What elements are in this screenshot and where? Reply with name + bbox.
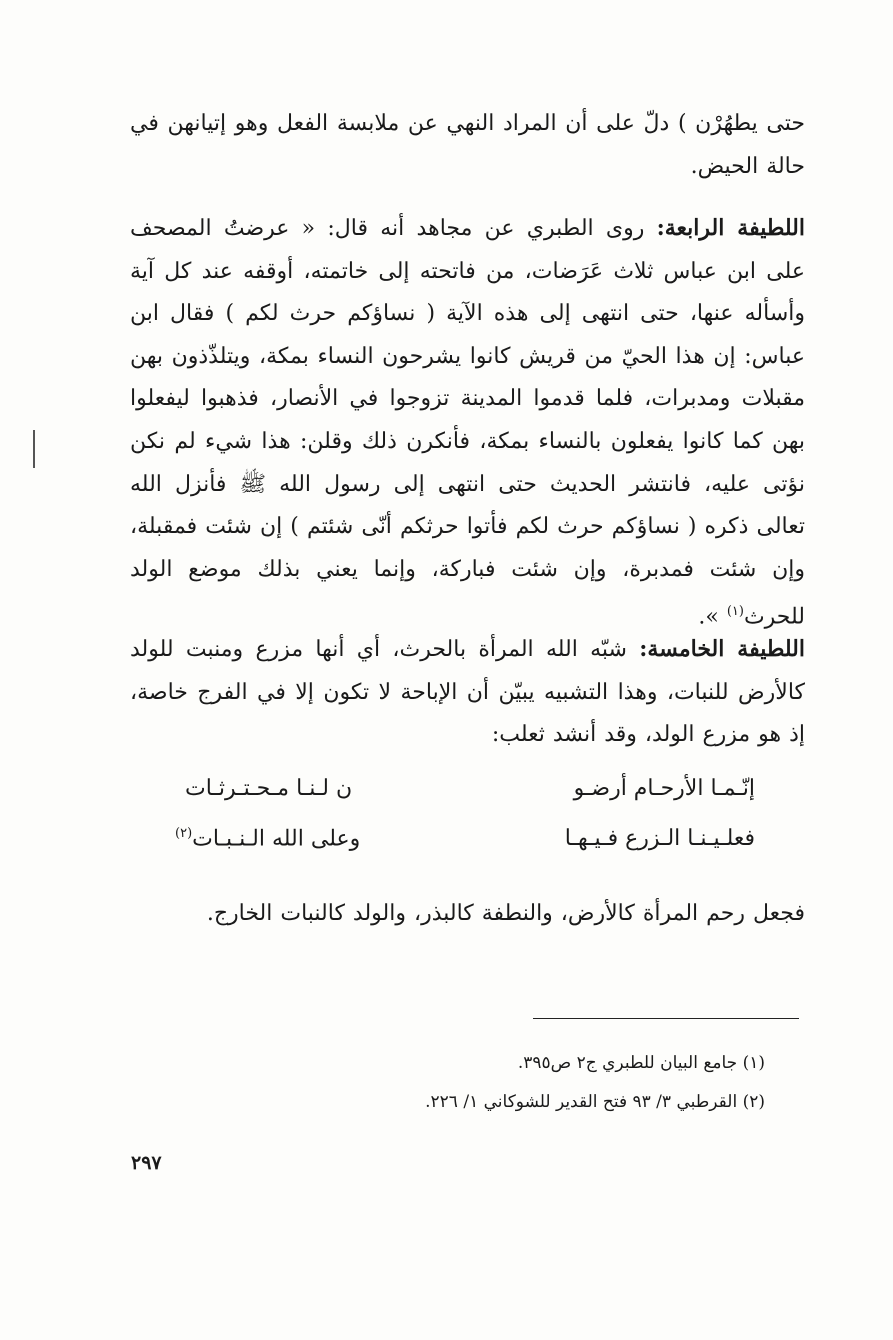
conclusion-text: فجعل رحم المرأة كالأرض، والنطفة كالبذر، والولد كالنبات الخارج. <box>206 901 805 926</box>
page-number: ٢٩٧ <box>131 1152 162 1174</box>
footnote-divider <box>533 1018 799 1019</box>
fourth-subtlety-text: روى الطبري عن مجاهد أنه قال: « عرضتُ المصحف على ابن عباس ثلاث عَرَضات، من فاتحته إلى خاتمته، أوقفه عند كل آية وأسأله عنها، حتى انتهى إلى هذه الآية ( نساؤكم حرث لكم ) فقال ابن عباس: إن هذا الحيّ من قريش كانوا يشرحون النساء بمكة، ويتلذّذون بهن مقبلات ومدبرات، فلما قدموا المدينة تزوجوا في الأنصار، فذهبوا ليفعلوا بهن كما كانوا يفعلون بالنساء بمكة، فأنكرن ذلك وقلن: هذا شيء لم نكن نؤتى عليه، فانتشر الحديث حتى انتهى إلى رسول الله ﷺ فأنزل الله تعالى ذكره ( نساؤكم حرث لكم فأتوا حرثكم أنّى شئتم ) إن شئت فمقبلة، وإن شئت فمدبرة، وإن شئت فباركة، وإنما يعني بذلك موضع الولد للحرث <box>130 216 805 630</box>
poem-line-1-first-hemistich: إنّـمـا الأرحـام أرضـو <box>573 776 755 801</box>
fifth-subtlety-heading: اللطيفة الخامسة: <box>639 636 805 662</box>
fourth-subtlety-heading: اللطيفة الرابعة: <box>656 215 805 241</box>
poem-line-2-second-hemistich <box>175 826 360 851</box>
footnote-1: (١) جامع البيان للطبري ج٢ ص٣٩٥. <box>517 1053 765 1073</box>
footnote-2: (٢) القرطبي ٣/ ٩٣ فتح القدير للشوكاني ١/ ٢٢٦. <box>425 1092 765 1112</box>
poem-line-2 <box>175 826 755 866</box>
footnote-ref-1[interactable]: (١) <box>726 604 744 620</box>
poem-line-1-second-hemistich: ن لـنـا مـحـتـرثـات <box>185 776 353 801</box>
quote-close: ». <box>698 604 727 630</box>
paragraph-conclusion <box>130 893 805 936</box>
margin-mark <box>33 430 35 468</box>
poem-line-2-second-hemistich-text: وعلى الله الـنـبـات <box>192 826 361 852</box>
paragraph-fourth-subtlety <box>130 207 805 639</box>
poem-line-2-first-hemistich: فعلـيـنـا الـزرع فـيـهـا <box>564 826 755 851</box>
fifth-subtlety-text: شبّه الله المرأة بالحرث، أي أنها مزرع ومنبت للولد كالأرض للنبات، وهذا التشبيه يبيّن أن الإباحة لا تكون إلا في الفرج خاصة، إذ هو مزرع الولد، وقد أنشد ثعلب: <box>130 637 805 748</box>
paragraph-1 <box>130 103 805 188</box>
footnote-ref-2[interactable]: (٢) <box>175 826 193 841</box>
paragraph-fifth-subtlety <box>130 628 805 757</box>
paragraph-1-text: حتى يطهُرْن ) دلّ على أن المراد النهي عن ملابسة الفعل وهو إتيانهن في حالة الحيض. <box>130 111 805 179</box>
poem-line-1 <box>175 776 755 816</box>
